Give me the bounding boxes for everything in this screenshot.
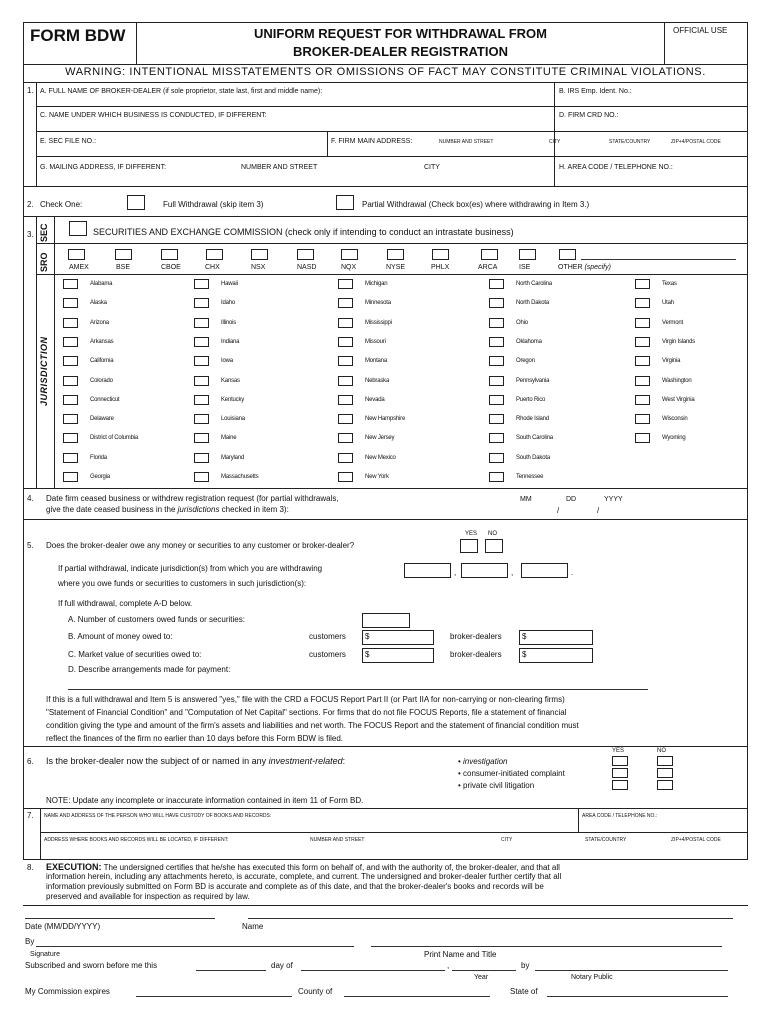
item7-phone-label: AREA CODE / TELEPHONE NO.: xyxy=(582,813,658,819)
sro-other-specify: (specify) xyxy=(584,264,611,271)
sro-nyse-checkbox[interactable] xyxy=(387,249,404,260)
jurisdiction-alaska-label: Alaska xyxy=(90,300,107,306)
item5-comma-2: , xyxy=(511,568,514,577)
jurisdiction-michigan-label: Michigan xyxy=(365,281,388,287)
commission-line xyxy=(136,996,292,997)
sro-arca-label: ARCA xyxy=(478,264,498,271)
jurisdiction-side-label: JURISDICTION xyxy=(39,336,49,406)
item6-bullet-investigation: • investigation xyxy=(458,757,508,766)
item4-yyyy-label: YYYY xyxy=(604,496,623,503)
jurisdiction-colorado-label: Colorado xyxy=(90,378,113,384)
jurisdiction-kansas-label: Kansas xyxy=(221,378,240,384)
item1g-label: G. MAILING ADDRESS, IF DIFFERENT: xyxy=(40,164,167,171)
jurisdiction-north-carolina-label: North Carolina xyxy=(516,281,552,287)
item6-number: 6. xyxy=(27,757,34,766)
jurisdiction-delaware-label: Delaware xyxy=(90,416,114,422)
jurisdiction-california-checkbox[interactable] xyxy=(63,356,78,366)
jurisdiction-missouri-checkbox[interactable] xyxy=(338,337,353,347)
item5c-broker-dealers-label: broker-dealers xyxy=(450,650,502,659)
item5-no-label: NO xyxy=(488,531,497,537)
jurisdiction-iowa-checkbox[interactable] xyxy=(194,356,209,366)
item7-mid-line xyxy=(40,832,748,833)
sro-amex-checkbox[interactable] xyxy=(68,249,85,260)
jurisdiction-south-dakota-checkbox[interactable] xyxy=(489,453,504,463)
item5-jurisdiction-input-3[interactable] xyxy=(521,563,568,578)
jurisdiction-arizona-label: Arizona xyxy=(90,320,109,326)
item3-left-border xyxy=(36,216,37,488)
jurisdiction-nebraska-checkbox[interactable] xyxy=(338,376,353,386)
notary-label: Notary Public xyxy=(571,974,613,981)
item6-litigation-yes-checkbox[interactable] xyxy=(612,780,628,790)
jurisdiction-maryland-label: Maryland xyxy=(221,455,245,461)
item5b-broker-dealers-label: broker-dealers xyxy=(450,632,502,641)
jurisdiction-idaho-label: Idaho xyxy=(221,300,236,306)
jurisdiction-virgin-islands-label: Virgin Islands xyxy=(662,339,696,345)
jurisdiction-connecticut-checkbox[interactable] xyxy=(63,395,78,405)
item4-dd-label: DD xyxy=(566,496,577,503)
item5b-customers-label: customers xyxy=(309,632,346,641)
item5b-customers-dollar: $ xyxy=(365,632,370,641)
item5-number: 5. xyxy=(27,541,34,550)
item1d-label: D. FIRM CRD NO.: xyxy=(559,112,619,119)
item5c-customers-input[interactable] xyxy=(362,648,434,663)
jurisdiction-south-carolina-label: South Carolina xyxy=(516,435,553,441)
item3-bottom-line xyxy=(23,488,748,489)
jurisdiction-massachusetts-label: Massachusetts xyxy=(221,474,259,480)
sro-ise-label: ISE xyxy=(519,264,531,271)
jurisdiction-alabama-checkbox[interactable] xyxy=(63,279,78,289)
form-title-line1: UNIFORM REQUEST FOR WITHDRAWAL FROM xyxy=(254,26,547,41)
item7-number-street: NUMBER AND STREET xyxy=(310,837,365,843)
sro-other-text: OTHER xyxy=(558,264,583,271)
full-withdrawal-label: Full Withdrawal (skip item 3) xyxy=(163,200,264,209)
item1a-label: A. FULL NAME OF BROKER-DEALER (if sole proprietor, state last, first and middle name): xyxy=(40,88,323,95)
item6-complaint-yes-checkbox[interactable] xyxy=(612,768,628,778)
subscribed-day-line xyxy=(196,970,266,971)
full-withdrawal-checkbox[interactable] xyxy=(127,195,145,210)
commission-label: My Commission expires xyxy=(25,987,110,996)
subscribed-label: Subscribed and sworn before me this xyxy=(25,961,158,970)
jurisdiction-pennsylvania-label: Pennsylvania xyxy=(516,378,550,384)
item7-left-border xyxy=(40,808,41,860)
item8-number: 8. xyxy=(27,863,34,872)
subscribed-comma: , xyxy=(447,961,450,970)
county-label: County of xyxy=(298,987,333,996)
item7-phone-divider xyxy=(578,808,579,832)
execution-line3: information previously submitted on Form BD is accurate and complete as of this date, and that the broker-dealer's books and records will be xyxy=(46,882,544,891)
item5-jurisdiction-input-2[interactable] xyxy=(461,563,508,578)
jurisdiction-north-carolina-checkbox[interactable] xyxy=(489,279,504,289)
jurisdiction-illinois-checkbox[interactable] xyxy=(194,318,209,328)
jurisdiction-new-jersey-label: New Jersey xyxy=(365,435,395,441)
jurisdiction-maine-label: Maine xyxy=(221,435,237,441)
jurisdiction-arkansas-label: Arkansas xyxy=(90,339,114,345)
item5c-customers-dollar: $ xyxy=(365,650,370,659)
sro-nasd-label: NASD xyxy=(297,264,317,271)
warning-bottom-line xyxy=(23,82,748,83)
subscribed-by-line xyxy=(535,970,728,971)
jurisdiction-alaska-checkbox[interactable] xyxy=(63,298,78,308)
jurisdiction-indiana-checkbox[interactable] xyxy=(194,337,209,347)
item1-row-line-1 xyxy=(36,106,748,107)
jurisdiction-connecticut-label: Connecticut xyxy=(90,397,120,403)
jurisdiction-new-jersey-checkbox[interactable] xyxy=(338,433,353,443)
jurisdiction-rhode-island-checkbox[interactable] xyxy=(489,414,504,424)
item7-zip: ZIP+4/POSTAL CODE xyxy=(671,837,721,843)
sro-ise-checkbox[interactable] xyxy=(519,249,536,260)
item4-line1: Date firm ceased business or withdrew registration request (for partial withdrawals, xyxy=(46,494,339,503)
warning-text: WARNING: INTENTIONAL MISSTATEMENTS OR OMISSIONS OF FACT MAY CONSTITUTE CRIMINAL VIOLATIONS. xyxy=(65,66,706,78)
jurisdiction-tennessee-checkbox[interactable] xyxy=(489,472,504,482)
jurisdiction-district-of-columbia-label: District of Columbia xyxy=(90,435,139,441)
jurisdiction-delaware-checkbox[interactable] xyxy=(63,414,78,424)
sro-cboe-label: CBOE xyxy=(161,264,181,271)
item4-slash1: / xyxy=(557,506,560,515)
item6-no-label: NO xyxy=(657,748,666,754)
jurisdiction-washington-checkbox[interactable] xyxy=(635,376,650,386)
execution-text1: The undersigned certifies that he/she has executed this form on behalf of, and with the authority of, the broker-dealer, and that all xyxy=(101,863,560,872)
jurisdiction-idaho-checkbox[interactable] xyxy=(194,298,209,308)
item6-question xyxy=(46,757,345,766)
item4-line2-post: checked in item 3): xyxy=(219,505,289,514)
item7-city: CITY xyxy=(501,837,513,843)
jurisdiction-texas-label: Texas xyxy=(662,281,677,287)
sec-label: SECURITIES AND EXCHANGE COMMISSION (check only if intending to conduct an intrastate business) xyxy=(93,227,514,237)
item6-yes-label: YES xyxy=(612,748,625,754)
item5d-label: D. Describe arrangements made for payment: xyxy=(68,665,231,674)
jurisdiction-maryland-checkbox[interactable] xyxy=(194,453,209,463)
sec-side-label: SEC xyxy=(39,223,49,242)
jurisdiction-north-dakota-label: North Dakota xyxy=(516,300,549,306)
item6-bottom-line xyxy=(23,808,748,809)
jurisdiction-west-virginia-checkbox[interactable] xyxy=(635,395,650,405)
focus-instruction-1: If this is a full withdrawal and Item 5 is answered "yes," file with the CRD a FOCUS Report Part II (or Part IIA for non-carrying or non-clearing firms) xyxy=(46,695,565,704)
item5b-label: B. Amount of money owed to: xyxy=(68,632,173,641)
jurisdiction-illinois-label: Illinois xyxy=(221,320,237,326)
name-line xyxy=(248,918,733,919)
date-label: Date (MM/DD/YYYY) xyxy=(25,922,101,931)
partial-withdrawal-label: Partial Withdrawal (Check box(es) where withdrawing in Item 3.) xyxy=(362,200,590,209)
state-label: State of xyxy=(510,987,538,996)
sro-amex-label: AMEX xyxy=(69,264,89,271)
jurisdiction-puerto-rico-checkbox[interactable] xyxy=(489,395,504,405)
jurisdiction-arkansas-checkbox[interactable] xyxy=(63,337,78,347)
item2-check-one: Check One: xyxy=(40,200,83,209)
focus-instruction-3: condition giving the type and amount of the firm's assets and liabilities and net worth. The FOCUS Report and the statement of financial condition must xyxy=(46,721,579,730)
subscribed-by-label: by xyxy=(521,961,530,970)
item3-label-column-line xyxy=(54,216,55,488)
jurisdiction-new-mexico-label: New Mexico xyxy=(365,455,396,461)
jurisdiction-ohio-label: Ohio xyxy=(516,320,528,326)
item5-period: . xyxy=(571,568,574,577)
item5-jurisdiction-input-1[interactable] xyxy=(404,563,451,578)
sro-bottom-line xyxy=(36,274,748,275)
item5a-count-input[interactable] xyxy=(362,613,410,628)
item7-state: STATE/COUNTRY xyxy=(585,837,627,843)
sro-bse-label: BSE xyxy=(116,264,131,271)
item6-question-pre: Is the broker-dealer now the subject of or named in any xyxy=(46,756,269,766)
jurisdiction-south-dakota-label: South Dakota xyxy=(516,455,550,461)
jurisdiction-utah-checkbox[interactable] xyxy=(635,298,650,308)
execution-line1 xyxy=(46,863,560,872)
jurisdiction-vermont-checkbox[interactable] xyxy=(635,318,650,328)
item1g-city: CITY xyxy=(424,164,440,171)
item1-row-line-2 xyxy=(36,131,748,132)
state-line xyxy=(547,996,728,997)
jurisdiction-hawaii-checkbox[interactable] xyxy=(194,279,209,289)
item1g-number-street: NUMBER AND STREET xyxy=(241,164,318,171)
jurisdiction-wyoming-label: Wyoming xyxy=(662,435,686,441)
item5b-broker-dealers-input[interactable] xyxy=(519,630,593,645)
item1-number: 1. xyxy=(27,86,34,95)
jurisdiction-missouri-label: Missouri xyxy=(365,339,386,345)
item4-line2-em: jurisdictions xyxy=(177,505,220,514)
jurisdiction-west-virginia-label: West Virginia xyxy=(662,397,695,403)
item4-number: 4. xyxy=(27,494,34,503)
jurisdiction-nebraska-label: Nebraska xyxy=(365,378,390,384)
signature-line xyxy=(36,946,354,947)
item1h-label: H. AREA CODE / TELEPHONE NO.: xyxy=(559,164,673,171)
item5c-broker-dealers-input[interactable] xyxy=(519,648,593,663)
item6-bullet-complaint-text: consumer-initiated complaint xyxy=(463,769,565,778)
signature-label: Signature xyxy=(30,951,60,958)
jurisdiction-montana-label: Montana xyxy=(365,358,387,364)
jurisdiction-virginia-label: Virginia xyxy=(662,358,681,364)
item6-bullet-litigation-text: private civil litigation xyxy=(463,781,535,790)
print-name-line xyxy=(371,946,722,947)
item6-question-em: investment-related xyxy=(268,756,343,766)
item5b-broker-dealers-dollar: $ xyxy=(522,632,527,641)
item6-note: NOTE: Update any incomplete or inaccurate information contained in item 11 of Form BD. xyxy=(46,796,364,805)
jurisdiction-wisconsin-label: Wisconsin xyxy=(662,416,688,422)
sro-side-label: SRO xyxy=(39,252,49,272)
item2-bottom-line xyxy=(23,216,748,217)
item1-left-border xyxy=(36,82,37,186)
sro-arca-checkbox[interactable] xyxy=(481,249,498,260)
year-label: Year xyxy=(474,974,489,981)
jurisdiction-florida-checkbox[interactable] xyxy=(63,453,78,463)
jurisdiction-mississippi-checkbox[interactable] xyxy=(338,318,353,328)
jurisdiction-new-hampshire-label: New Hampshire xyxy=(365,416,406,422)
jurisdiction-montana-checkbox[interactable] xyxy=(338,356,353,366)
jurisdiction-tennessee-label: Tennessee xyxy=(516,474,544,480)
jurisdiction-washington-label: Washington xyxy=(662,378,692,384)
item3-number: 3. xyxy=(27,230,34,239)
item7-number: 7. xyxy=(27,811,34,820)
jurisdiction-district-of-columbia-checkbox[interactable] xyxy=(63,433,78,443)
item4-line2 xyxy=(46,506,289,514)
jurisdiction-colorado-checkbox[interactable] xyxy=(63,376,78,386)
jurisdiction-mississippi-label: Mississippi xyxy=(365,320,392,326)
sro-other-label xyxy=(558,264,611,271)
item6-complaint-no-checkbox[interactable] xyxy=(657,768,673,778)
sro-phlx-label: PHLX xyxy=(431,264,450,271)
official-use-label: OFFICIAL USE xyxy=(673,26,728,35)
jurisdiction-massachusetts-checkbox[interactable] xyxy=(194,472,209,482)
item5-no-checkbox[interactable] xyxy=(485,539,503,553)
item6-investigation-yes-checkbox[interactable] xyxy=(612,756,628,766)
sro-nsx-label: NSX xyxy=(251,264,266,271)
jurisdiction-arizona-checkbox[interactable] xyxy=(63,318,78,328)
jurisdiction-nevada-label: Nevada xyxy=(365,397,385,403)
jurisdiction-new-york-label: New York xyxy=(365,474,389,480)
sro-cboe-checkbox[interactable] xyxy=(161,249,178,260)
by-label: By xyxy=(25,937,35,946)
jurisdiction-nevada-checkbox[interactable] xyxy=(338,395,353,405)
jurisdiction-utah-label: Utah xyxy=(662,300,674,306)
sro-phlx-checkbox[interactable] xyxy=(432,249,449,260)
jurisdiction-oklahoma-checkbox[interactable] xyxy=(489,337,504,347)
item1e-label: E. SEC FILE NO.: xyxy=(40,138,97,145)
date-line xyxy=(25,918,215,919)
item4-bottom-line xyxy=(23,519,748,520)
execution-line4: preserved and available for inspection as required by law. xyxy=(46,892,250,901)
sro-chx-checkbox[interactable] xyxy=(206,249,223,260)
sro-chx-label: CHX xyxy=(205,264,220,271)
item1-right-column-line xyxy=(554,82,555,186)
jurisdiction-new-mexico-checkbox[interactable] xyxy=(338,453,353,463)
item8-bottom-line xyxy=(23,905,748,906)
item1f-label: F. FIRM MAIN ADDRESS: xyxy=(331,138,413,145)
jurisdiction-south-carolina-checkbox[interactable] xyxy=(489,433,504,443)
item5-partial-line2: where you owe funds or securities to customers in such jurisdiction(s): xyxy=(58,579,307,588)
item1f-state: STATE/COUNTRY xyxy=(609,139,651,145)
jurisdiction-louisiana-checkbox[interactable] xyxy=(194,414,209,424)
item1-row-line-3 xyxy=(36,156,748,157)
sec-checkbox[interactable] xyxy=(69,221,87,236)
subscribed-month-line xyxy=(301,970,445,971)
item5-question: Does the broker-dealer owe any money or securities to any customer or broker-dealer? xyxy=(46,541,355,550)
jurisdiction-texas-checkbox[interactable] xyxy=(635,279,650,289)
item6-bullet-litigation: • private civil litigation xyxy=(458,781,535,790)
item5-comma-1: , xyxy=(454,568,457,577)
jurisdiction-wyoming-checkbox[interactable] xyxy=(635,433,650,443)
jurisdiction-pennsylvania-checkbox[interactable] xyxy=(489,376,504,386)
sro-nyse-label: NYSE xyxy=(386,264,406,271)
item7-address-label: ADDRESS WHERE BOOKS AND RECORDS WILL BE LOCATED, IF DIFFERENT: xyxy=(44,837,229,843)
item6-bullet-complaint: • consumer-initiated complaint xyxy=(458,769,565,778)
jurisdiction-minnesota-label: Minnesota xyxy=(365,300,391,306)
item5a-label: A. Number of customers owed funds or securities: xyxy=(68,615,245,624)
header-bottom-line xyxy=(23,64,748,65)
sro-other-checkbox[interactable] xyxy=(559,249,576,260)
sro-nqx-checkbox[interactable] xyxy=(341,249,358,260)
jurisdiction-virgin-islands-checkbox[interactable] xyxy=(635,337,650,347)
item4-slash2: / xyxy=(597,506,600,515)
item6-litigation-no-checkbox[interactable] xyxy=(657,780,673,790)
day-of-label: day of xyxy=(271,961,293,970)
focus-instruction-2: "Statement of Financial Condition" and "Computation of Net Capital" sections. For firms that do not file FOCUS Reports, file a statement of financial xyxy=(46,708,567,717)
focus-instruction-4: reflect the finances of the firm no earlier than 10 days before this Form BDW is filed. xyxy=(46,734,344,743)
item1c-label: C. NAME UNDER WHICH BUSINESS IS CONDUCTED, IF DIFFERENT: xyxy=(40,112,267,119)
item5-partial-line1: If partial withdrawal, indicate jurisdiction(s) from which you are withdrawing xyxy=(58,564,323,573)
jurisdiction-maine-checkbox[interactable] xyxy=(194,433,209,443)
jurisdiction-north-dakota-checkbox[interactable] xyxy=(489,298,504,308)
county-line xyxy=(344,996,490,997)
execution-line2: information herein, including any attachments hereto, is accurate, complete, and current. The undersigned and broker-dealer further certify that all xyxy=(46,872,562,881)
jurisdiction-kentucky-checkbox[interactable] xyxy=(194,395,209,405)
jurisdiction-wisconsin-checkbox[interactable] xyxy=(635,414,650,424)
print-name-label: Print Name and Title xyxy=(424,950,497,959)
jurisdiction-michigan-checkbox[interactable] xyxy=(338,279,353,289)
jurisdiction-indiana-label: Indiana xyxy=(221,339,240,345)
jurisdiction-new-hampshire-checkbox[interactable] xyxy=(338,414,353,424)
jurisdiction-minnesota-checkbox[interactable] xyxy=(338,298,353,308)
jurisdiction-puerto-rico-label: Puerto Rico xyxy=(516,397,546,403)
sro-nasd-checkbox[interactable] xyxy=(297,249,314,260)
jurisdiction-ohio-checkbox[interactable] xyxy=(489,318,504,328)
jurisdiction-oklahoma-label: Oklahoma xyxy=(516,339,542,345)
sro-other-specify-line xyxy=(581,259,736,260)
sro-nqx-label: NQX xyxy=(341,264,357,271)
jurisdiction-hawaii-label: Hawaii xyxy=(221,281,238,287)
form-name: FORM BDW xyxy=(30,26,126,45)
jurisdiction-kansas-checkbox[interactable] xyxy=(194,376,209,386)
item5-full-intro: If full withdrawal, complete A-D below. xyxy=(58,599,193,608)
jurisdiction-vermont-label: Vermont xyxy=(662,320,683,326)
item1f-zip: ZIP+4/POSTAL CODE xyxy=(671,139,721,145)
jurisdiction-oregon-checkbox[interactable] xyxy=(489,356,504,366)
item5c-label: C. Market value of securities owed to: xyxy=(68,650,202,659)
item6-question-post: : xyxy=(342,756,346,766)
sro-nsx-checkbox[interactable] xyxy=(251,249,268,260)
jurisdiction-california-label: California xyxy=(90,358,114,364)
name-label: Name xyxy=(242,922,264,931)
jurisdiction-iowa-label: Iowa xyxy=(221,358,233,364)
item1f-city: CITY xyxy=(549,139,561,145)
item6-bullet-investigation-text: investigation xyxy=(463,757,508,766)
item4-mm-label: MM xyxy=(520,496,532,503)
jurisdiction-oregon-label: Oregon xyxy=(516,358,535,364)
execution-heading: EXECUTION: xyxy=(46,862,102,872)
jurisdiction-florida-label: Florida xyxy=(90,455,107,461)
jurisdiction-georgia-checkbox[interactable] xyxy=(63,472,78,482)
item1-bottom-line xyxy=(23,186,748,187)
item5b-customers-input[interactable] xyxy=(362,630,434,645)
item2-number: 2. xyxy=(27,200,34,209)
item1f-number-street: NUMBER AND STREET xyxy=(439,139,494,145)
jurisdiction-georgia-label: Georgia xyxy=(90,474,110,480)
item1b-label: B. IRS Emp. Ident. No.: xyxy=(559,88,632,95)
subscribed-year-line xyxy=(452,970,516,971)
item1ef-divider xyxy=(327,131,328,156)
header-divider-right xyxy=(664,22,665,64)
partial-withdrawal-checkbox[interactable] xyxy=(336,195,354,210)
jurisdiction-rhode-island-label: Rhode Island xyxy=(516,416,549,422)
jurisdiction-new-york-checkbox[interactable] xyxy=(338,472,353,482)
jurisdiction-alabama-label: Alabama xyxy=(90,281,113,287)
jurisdiction-virginia-checkbox[interactable] xyxy=(635,356,650,366)
sec-bottom-line xyxy=(36,243,748,244)
jurisdiction-louisiana-label: Louisiana xyxy=(221,416,245,422)
item5-bottom-line xyxy=(23,746,748,747)
jurisdiction-kentucky-label: Kentucky xyxy=(221,397,245,403)
sro-bse-checkbox[interactable] xyxy=(115,249,132,260)
form-title-line2: BROKER-DEALER REGISTRATION xyxy=(293,44,508,59)
item4-line2-pre: give the date ceased business in the xyxy=(46,505,178,514)
item5-yes-label: YES xyxy=(465,531,478,537)
item5-yes-checkbox[interactable] xyxy=(460,539,478,553)
item5c-broker-dealers-dollar: $ xyxy=(522,650,527,659)
item7-name-label: NAME AND ADDRESS OF THE PERSON WHO WILL HAVE CUSTODY OF BOOKS AND RECORDS: xyxy=(44,813,272,819)
item5c-customers-label: customers xyxy=(309,650,346,659)
item6-investigation-no-checkbox[interactable] xyxy=(657,756,673,766)
item5d-answer-line xyxy=(68,689,648,690)
